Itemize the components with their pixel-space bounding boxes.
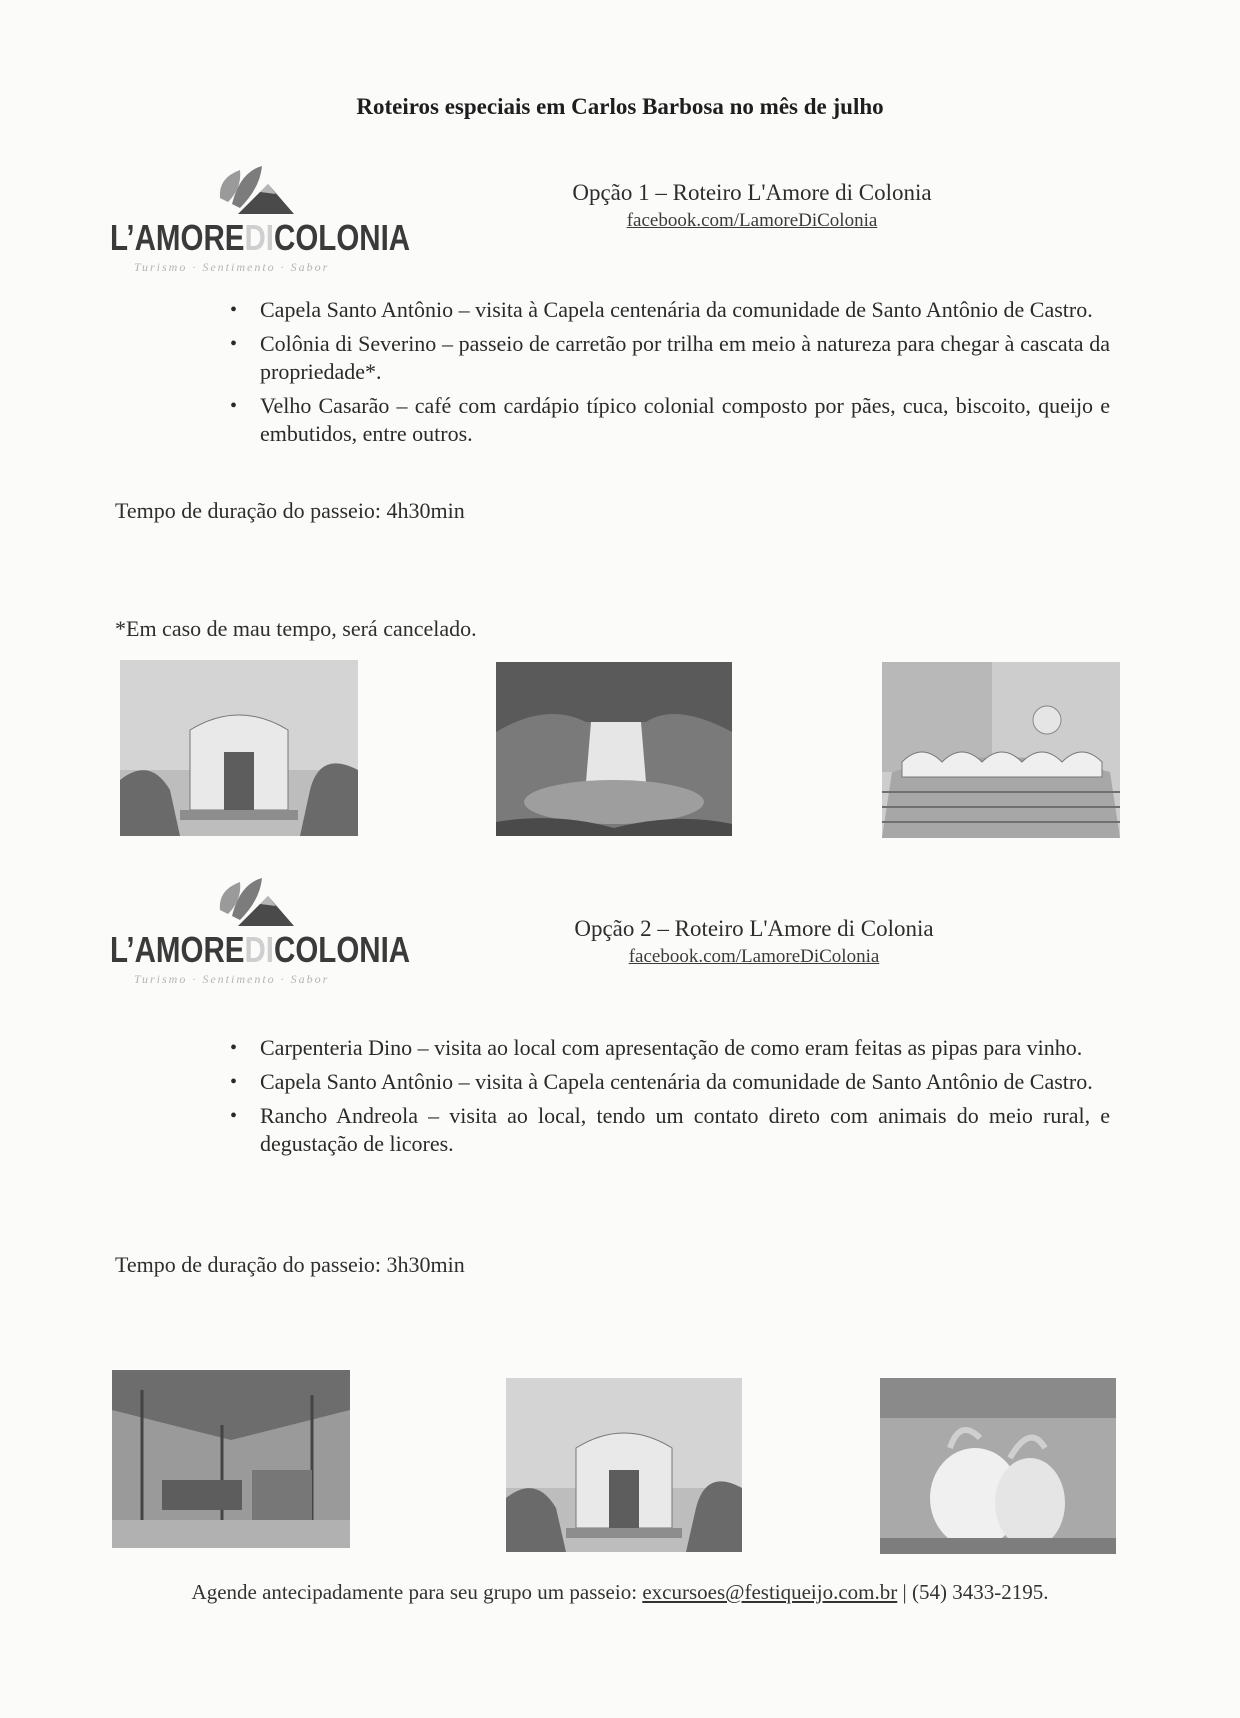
list-item: • Colônia di Severino – passeio de carretão por trilha em meio à natureza para chegar à cascata da propriedade*. xyxy=(230,330,1110,386)
waterfall-photo xyxy=(496,662,732,836)
colonial-table-photo xyxy=(882,662,1120,838)
list-item: • Rancho Andreola – visita ao local, tendo um contato direto com animais do meio rural, e degustação de licores. xyxy=(230,1102,1110,1158)
goats-photo xyxy=(880,1378,1116,1554)
list-item: • Capela Santo Antônio – visita à Capela centenária da comunidade de Santo Antônio de Castro. xyxy=(230,1068,1110,1096)
chapel-photo xyxy=(506,1378,742,1552)
list-item: • Carpenteria Dino – visita ao local com apresentação de como eram feitas as pipas para vinho. xyxy=(230,1034,1110,1062)
option1-note: *Em caso de mau tempo, será cancelado. xyxy=(115,616,477,641)
option1-title: Opção 1 – Roteiro L'Amore di Colonia xyxy=(572,180,932,205)
footer-text: Agende antecipadamente para seu grupo um passeio: xyxy=(191,1580,643,1604)
brand-logo xyxy=(110,870,411,987)
option1-header xyxy=(532,180,972,232)
option2-header xyxy=(534,916,974,968)
footer-contact xyxy=(0,1580,1240,1605)
footer-separator: | xyxy=(897,1580,912,1604)
logo-wordmark: L’AMOREDICOLONIA xyxy=(110,217,411,258)
email-link[interactable]: excursoes@festiqueijo.com.br xyxy=(642,1580,898,1604)
option2-facebook-link[interactable]: facebook.com/LamoreDiColonia xyxy=(628,946,880,967)
leaf-mountain-icon xyxy=(210,158,300,218)
chapel-photo xyxy=(120,660,358,836)
page-title: Roteiros especiais em Carlos Barbosa no mês de julho xyxy=(356,94,884,119)
phone-number: (54) 3433-2195. xyxy=(911,1580,1049,1604)
logo-tagline: Turismo · Sentimento · Sabor xyxy=(134,972,330,986)
option2-title: Opção 2 – Roteiro L'Amore di Colonia xyxy=(574,916,934,941)
option2-duration: Tempo de duração do passeio: 3h30min xyxy=(115,1252,465,1277)
option1-facebook-link[interactable]: facebook.com/LamoreDiColonia xyxy=(626,210,878,231)
list-item: • Velho Casarão – café com cardápio típico colonial composto por pães, cuca, biscoito, queijo e embutidos, entre outros. xyxy=(230,392,1110,448)
option1-list xyxy=(230,296,1110,454)
logo-tagline: Turismo · Sentimento · Sabor xyxy=(134,260,330,274)
list-item: • Capela Santo Antônio – visita à Capela centenária da comunidade de Santo Antônio de Castro. xyxy=(230,296,1110,324)
brand-logo xyxy=(110,158,411,275)
option1-duration: Tempo de duração do passeio: 4h30min xyxy=(115,498,465,523)
option2-list xyxy=(230,1034,1110,1164)
carpentry-photo xyxy=(112,1370,350,1548)
leaf-mountain-icon xyxy=(210,870,300,930)
logo-wordmark: L’AMOREDICOLONIA xyxy=(110,929,411,970)
